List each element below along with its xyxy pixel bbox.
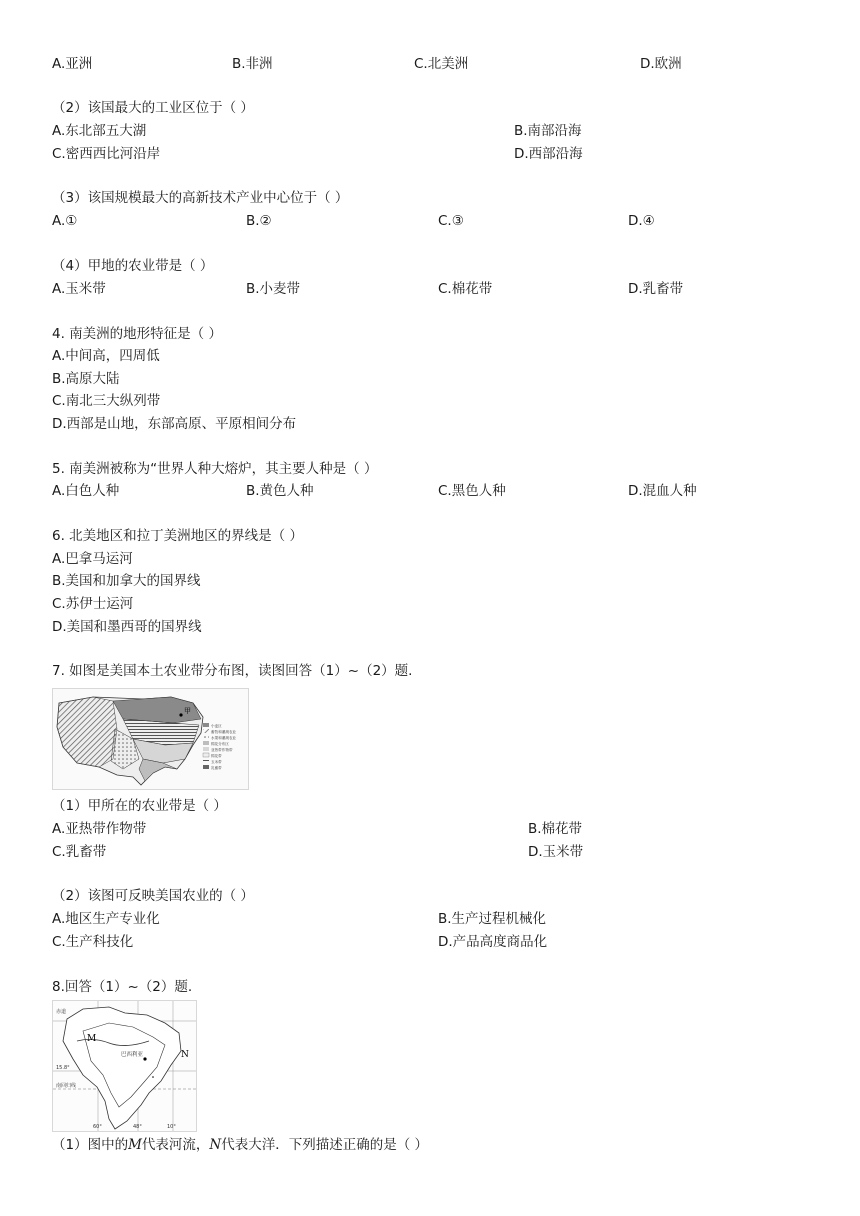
option-d: D.混血人种 xyxy=(628,483,697,499)
option-b: B.高原大陆 xyxy=(52,371,120,387)
option-b: B.生产过程机械化 xyxy=(438,911,547,927)
option-b: B.美国和加拿大的国界线 xyxy=(52,573,201,589)
option-d: D.西部是山地，东部高原、平原相间分布 xyxy=(52,416,297,432)
question-stem: 5. 南美洲被称为“世界人种大熔炉，其主要人种是（ ） xyxy=(52,461,378,477)
jia-label: 甲 xyxy=(184,707,191,715)
svg-text:玉米带: 玉米带 xyxy=(211,760,222,764)
option-a: A.玉米带 xyxy=(52,281,106,297)
option-d: D.产品高度商品化 xyxy=(438,934,548,950)
option-c: C.生产科技化 xyxy=(52,934,134,950)
option-a: A.东北部五大湖 xyxy=(52,123,147,139)
option-d: D.乳畜带 xyxy=(628,281,684,297)
capital-point xyxy=(143,1057,146,1060)
question-stem: 4. 南美洲的地形特征是（ ） xyxy=(52,326,222,342)
svg-text:小麦区: 小麦区 xyxy=(211,724,222,728)
brazil-map xyxy=(52,1000,197,1132)
option-d: D.美国和墨西哥的国界线 xyxy=(52,619,202,635)
question-stem: （1）甲所在的农业带是（ ） xyxy=(52,798,227,814)
question-stem: 8.回答（1）~（2）题. xyxy=(52,979,193,995)
jia-point xyxy=(179,713,182,716)
option-b: B.南部沿海 xyxy=(514,123,582,139)
label-latitude: 15.8° xyxy=(56,1065,70,1071)
label-lon-10: 10° xyxy=(167,1124,176,1130)
question-stem: （1）图中的M代表河流，N代表大洋．下列描述正确的是（ ） xyxy=(52,1137,429,1153)
label-tropic: 南回归线 xyxy=(56,1083,77,1089)
svg-text:乳畜带: 乳畜带 xyxy=(211,766,222,770)
option-a: A.① xyxy=(52,213,78,229)
option-c: C.苏伊士运河 xyxy=(52,596,134,612)
option-c: C.北美洲 xyxy=(414,56,469,72)
option-c: C.乳畜带 xyxy=(52,844,107,860)
svg-text:亚热带作物带: 亚热带作物带 xyxy=(211,748,233,752)
option-d: D.玉米带 xyxy=(528,844,584,860)
option-a: A.亚洲 xyxy=(52,56,93,72)
option-d: D.欧洲 xyxy=(640,56,682,72)
option-b: B.② xyxy=(246,213,272,229)
option-d: D.④ xyxy=(628,213,655,229)
option-d: D.西部沿海 xyxy=(514,146,583,162)
option-c: C.黑色人种 xyxy=(438,483,506,499)
option-a: A.白色人种 xyxy=(52,483,120,499)
svg-text:棉花带: 棉花带 xyxy=(211,754,222,758)
map-legend xyxy=(203,723,237,770)
option-b: B.黄色人种 xyxy=(246,483,314,499)
question-stem: 6. 北美地区和拉丁美洲地区的界线是（ ） xyxy=(52,528,303,544)
option-c: C.棉花带 xyxy=(438,281,493,297)
question-stem: （2）该图可反映美国农业的（ ） xyxy=(52,888,254,904)
svg-text:畜牧和灌溉农业: 畜牧和灌溉农业 xyxy=(211,730,237,734)
label-m: M xyxy=(87,1034,97,1044)
option-c: C.③ xyxy=(438,213,464,229)
question-stem: 7. 如图是美国本土农业带分布图，读图回答（1）~（2）题. xyxy=(52,663,413,679)
label-lon-60: 60° xyxy=(93,1124,102,1130)
option-a: A.巴拿马运河 xyxy=(52,551,133,567)
option-a: A.地区生产专业化 xyxy=(52,911,160,927)
option-c: C.密西西比河沿岸 xyxy=(52,146,161,162)
question-stem: （3）该国规模最大的高新技术产业中心位于（ ） xyxy=(52,190,349,206)
svg-text:水果和灌溉农业: 水果和灌溉农业 xyxy=(211,736,237,740)
option-a: A.亚热带作物带 xyxy=(52,821,147,837)
question-stem: （4）甲地的农业带是（ ） xyxy=(52,258,214,274)
option-b: B.棉花带 xyxy=(528,821,583,837)
label-equator: 赤道 xyxy=(56,1009,67,1015)
option-b: B.小麦带 xyxy=(246,281,301,297)
option-c: C.南北三大纵列带 xyxy=(52,393,161,409)
question-stem: （2）该国最大的工业区位于（ ） xyxy=(52,100,254,116)
label-city: 巴西利亚 xyxy=(121,1052,144,1058)
option-b: B.非洲 xyxy=(232,56,273,72)
label-lon-48: 48° xyxy=(133,1124,142,1130)
us-agriculture-map xyxy=(52,688,249,790)
option-a: A.中间高，四周低 xyxy=(52,348,160,364)
svg-text:棉花分布区: 棉花分布区 xyxy=(211,742,229,746)
label-n: N xyxy=(181,1050,189,1060)
